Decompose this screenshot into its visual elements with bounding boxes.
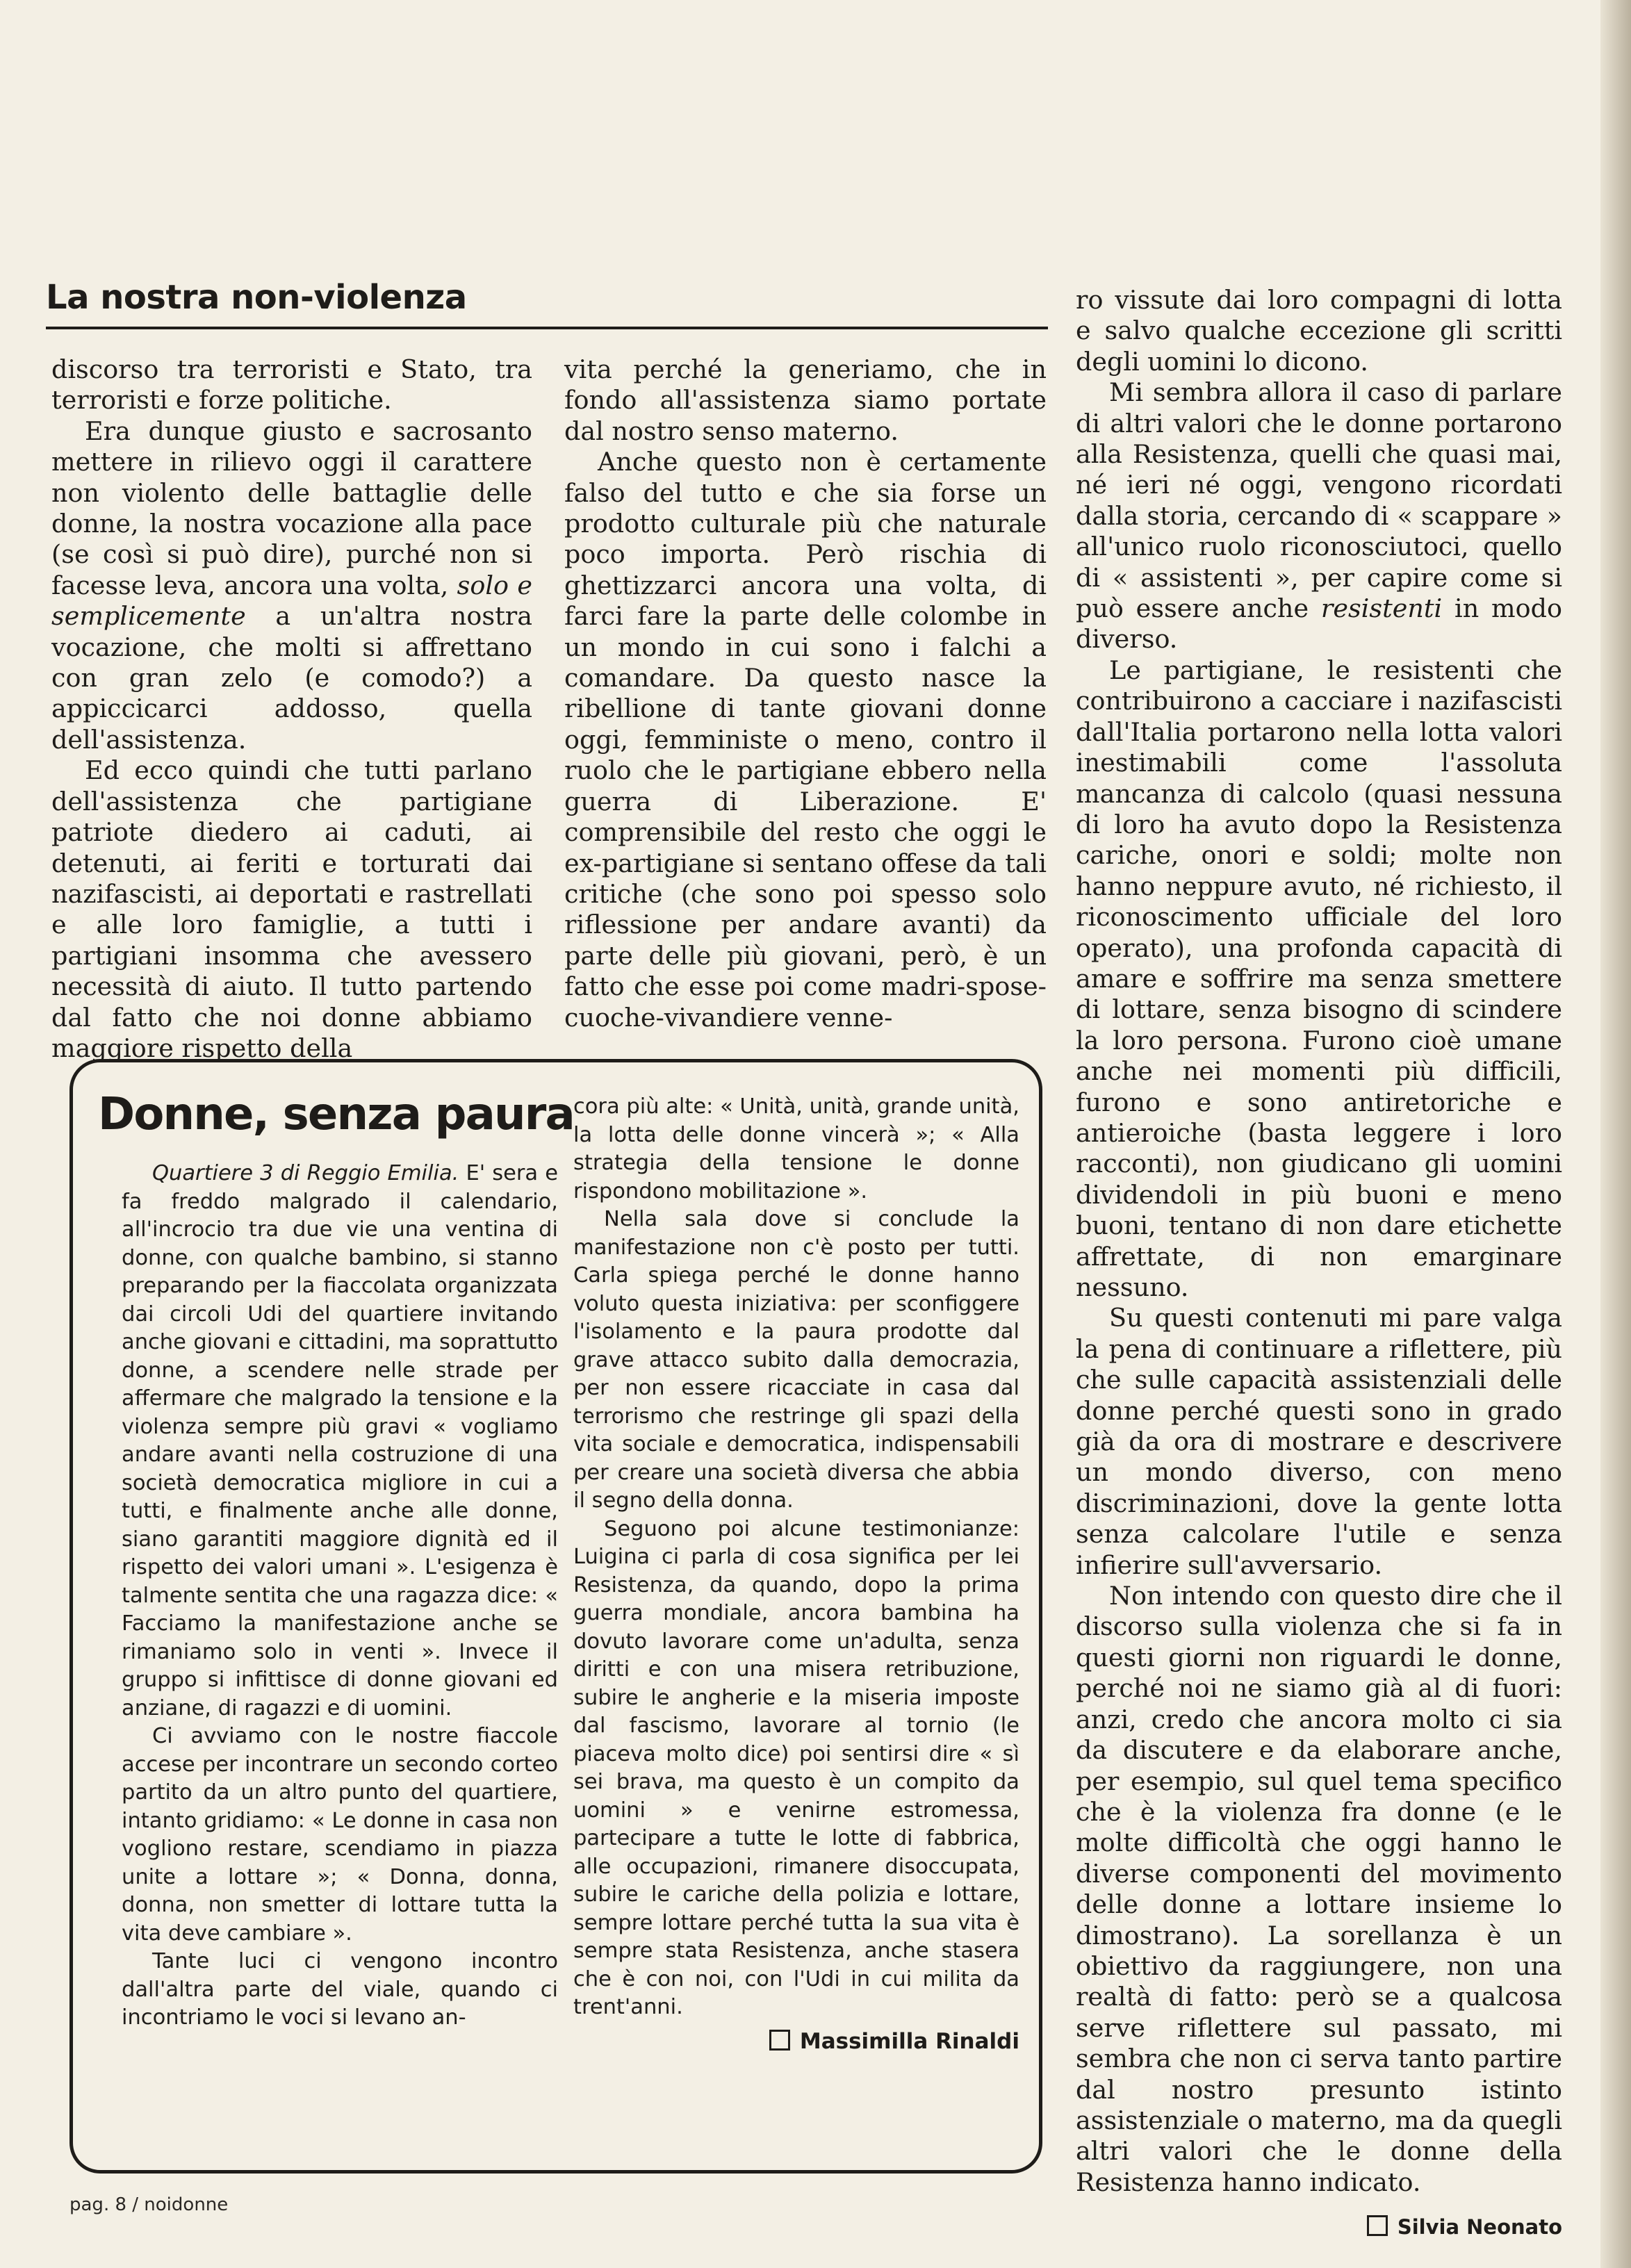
- sidebar-box: [69, 1059, 1042, 2174]
- checkbox-square-icon: [769, 2030, 790, 2051]
- emphasis: solo e semplicemente: [51, 570, 533, 632]
- section-title: La nostra non-violenza: [46, 278, 467, 317]
- box-headline: Donne, senza paura: [98, 1089, 574, 1140]
- emphasis: resistenti: [1320, 593, 1443, 624]
- author-name: Massimilla Rinaldi: [799, 2028, 1019, 2054]
- paragraph: cora più alte: « Unità, unità, grande unità, la lotta delle donne vincerà »; « Alla strategia della tensione le donne rispondono mobilitazione ».: [573, 1094, 1019, 1203]
- article-column-2: [564, 354, 1047, 1033]
- box-signature: [573, 2028, 1019, 2056]
- paragraph: Non intendo con questo dire che il discorso sulla violenza che si fa in questi giorni non riguardi le donne, perché noi ne siamo già al di fuori: anzi, credo che ancora molto ci sia da discutere e da elaborare anche, per esempio, sul quel tema specifico che è la violenza fra donne (e le molte difficoltà che oggi hanno le diverse componenti del movimento delle donne a lottare insieme lo dimostrano). La sorellanza è un obiettivo da raggiungere, non una realtà di fatto: però se a qualcosa serve riflettere sul passato, mi sembra che non ci serva tanto partire dal nostro presunto istinto assistenziale o materno, ma da quegli altri valori che le donne della Resistenza hanno indicato.: [1076, 1581, 1562, 2197]
- text-run: E' sera e fa freddo malgrado il calendario, all'incrocio tra due vie una ventina di donne, con qualche bambino, si stanno preparando per la fiaccolata organizzata dai circoli Udi del quartiere invitando anche giovani e cittadini, ma soprattutto donne, a scendere nelle strade per affermare che malgrado la tensione e la violenza sempre più gravi « vogliamo andare avanti nella costruzione di una società democratica migliore in cui a tutti, e finalmente anche alle donne, siano garantiti maggiore dignità ed il rispetto dei valori umani ». L'esigenza è talmente sentita che una ragazza dice: « Facciamo la manifestazione anche se rimaniamo solo in venti ». Invece il gruppo si infittisce di donne giovani ed anziane, di ragazzi e di uomini.: [122, 1161, 558, 1720]
- paragraph: Seguono poi alcune testimonianze: Luigina ci parla di cosa significa per lei Resistenza, da quando, dopo la prima guerra mondiale, ancora bambina ha dovuto lavorare come un'adulta, senza diritti e con una misera retribuzione, subire le angherie e la miseria imposte dal fascismo, lavorare al tornio (le piaceva molto dice) poi sentirsi dire « sì sei brava, ma questo è un compito da uomini » e venirne estromessa, partecipare a tutte le lotte di fabbrica, alle occupazioni, rimanere disoccupata, subire le cariche della polizia e lottare, sempre lottare perché tutta la sua vita è sempre stata Resistenza, anche stasera che è con noi, con l'Udi in cui milita da trent'anni.: [573, 1516, 1019, 2019]
- paragraph: Anche questo non è certamente falso del tutto e che sia forse un prodotto culturale più che naturale poco importa. Però rischia di ghettizzarci ancora una volta, di farci fare la parte delle colombe in un mondo in cui sono i falchi a comandare. Da questo nasce la ribellione di tante giovani donne oggi, femministe o meno, contro il ruolo che le partigiane ebbero nella guerra di Liberazione. E' comprensibile del resto che oggi le ex-partigiane si sentano offese da tali critiche (che sono poi spesso solo riflessione per andare avanti) da parte delle più giovani, però, è un fatto che esse poi come madri-spose-cuoche-vivandiere venne-: [564, 447, 1047, 1033]
- paragraph: [51, 416, 532, 755]
- text-run: a un'altra nostra vocazione, che molti si affrettano con gran zelo (e comodo?) a appiccicarci addosso, quella dell'assistenza.: [51, 601, 532, 755]
- paragraph: Le partigiane, le resistenti che contribuirono a cacciare i nazifascisti dall'Italia portarono nella lotta valori inestimabili come l'assoluta mancanza di calcolo (quasi nessuna di loro ha avuto dopo la Resistenza cariche, onori e soldi; molte non hanno neppure avuto, né richiesto, il riconoscimento ufficiale del loro operato), una profonda capacità di amare e soffrire ma senza smettere di lottare, senza bisogno di scindere la loro persona. Furono cioè umane anche nei momenti più difficili, furono e sono antiretoriche e antieroiche (basta leggere i loro racconti), non giudicano gli uomini dividendoli in più buoni e meno buoni, tentano di non dare etichette affrettate, di non emarginare nessuno.: [1076, 655, 1562, 1302]
- paragraph: [122, 1160, 558, 1723]
- text-run: in modo diverso.: [1076, 593, 1562, 655]
- box-column-1: [122, 1160, 558, 2032]
- author-signature: [1076, 2212, 1562, 2242]
- title-rule: [46, 327, 1048, 329]
- paragraph: discorso tra terroristi e Stato, tra terroristi e forze politiche.: [51, 354, 532, 416]
- author-name: Silvia Neonato: [1397, 2215, 1562, 2240]
- paragraph: Su questi contenuti mi pare valga la pena di continuare a riflettere, più che sulle capacità assistenziali delle donne perché questi sono in grado già da ora di mostrare e descrivere un mondo diverso, con meno discriminazioni, dove la gente lotta senza calcolare l'utile e senza infierire sull'avversario.: [1076, 1303, 1562, 1580]
- paragraph: vita perché la generiamo, che in fondo all'assistenza siamo portate dal nostro senso materno.: [564, 354, 1047, 446]
- emphasis: Quartiere 3 di Reggio Emilia.: [152, 1161, 459, 1185]
- text-run: Era dunque giusto e sacrosanto mettere in rilievo oggi il carattere non violento delle battaglie delle donne, la nostra vocazione alla pace (se così si può dire), purché non si facesse leva, ancora una volta,: [51, 416, 532, 600]
- paragraph: ro vissute dai loro compagni di lotta e salvo qualche eccezione gli scritti degli uomini lo dicono.: [1076, 285, 1562, 377]
- page-footer: pag. 8 / noidonne: [69, 2194, 229, 2215]
- paragraph: Nella sala dove si conclude la manifestazione non c'è posto per tutti. Carla spiega perché le donne hanno voluto questa iniziativa: per sconfiggere l'isolamento e la paura prodotte dal grave attacco subito dalla democrazia, per non essere ricacciate in casa dal terrorismo che restringe gli spazi della vita sociale e democratica, indispensabili per creare una società diversa che abbia il segno della donna.: [573, 1207, 1019, 1513]
- paragraph: Tante luci ci vengono incontro dall'altra parte del viale, quando ci incontriamo le voci si levano an-: [122, 1949, 558, 2030]
- article-column-3: [1076, 285, 1562, 2243]
- paragraph: Ci avviamo con le nostre fiaccole accese per incontrare un secondo corteo partito da un altro punto del quartiere, intanto gridiamo: « Le donne in casa non vogliono restare, scendiamo in piazza unite a lottare »; « Donna, donna, donna, non smetter di lottare tutta la vita deve cambiare ».: [122, 1724, 558, 1946]
- page-spine-shadow: [1600, 0, 1631, 2268]
- article-column-1: [51, 354, 532, 1064]
- text-run: Mi sembra allora il caso di parlare di altri valori che le donne portarono alla Resistenza, quelli che quasi mai, né ieri né oggi, vengono ricordati dalla storia, cercando di « scappare » all'unico ruolo riconosciutoci, quello di « assistenti », per capire come si può essere anche: [1076, 377, 1562, 624]
- paragraph: Ed ecco quindi che tutti parlano dell'assistenza che partigiane patriote diedero ai caduti, ai detenuti, ai feriti e torturati dai nazifascisti, ai deportati e rastrellati e alle loro famiglie, a tutti i partigiani insomma che avessero necessità di aiuto. Il tutto partendo dal fatto che noi donne abbiamo maggiore rispetto della: [51, 755, 532, 1063]
- box-column-2: [573, 1093, 1019, 2055]
- paragraph: [1076, 377, 1562, 655]
- checkbox-square-icon: [1367, 2215, 1388, 2236]
